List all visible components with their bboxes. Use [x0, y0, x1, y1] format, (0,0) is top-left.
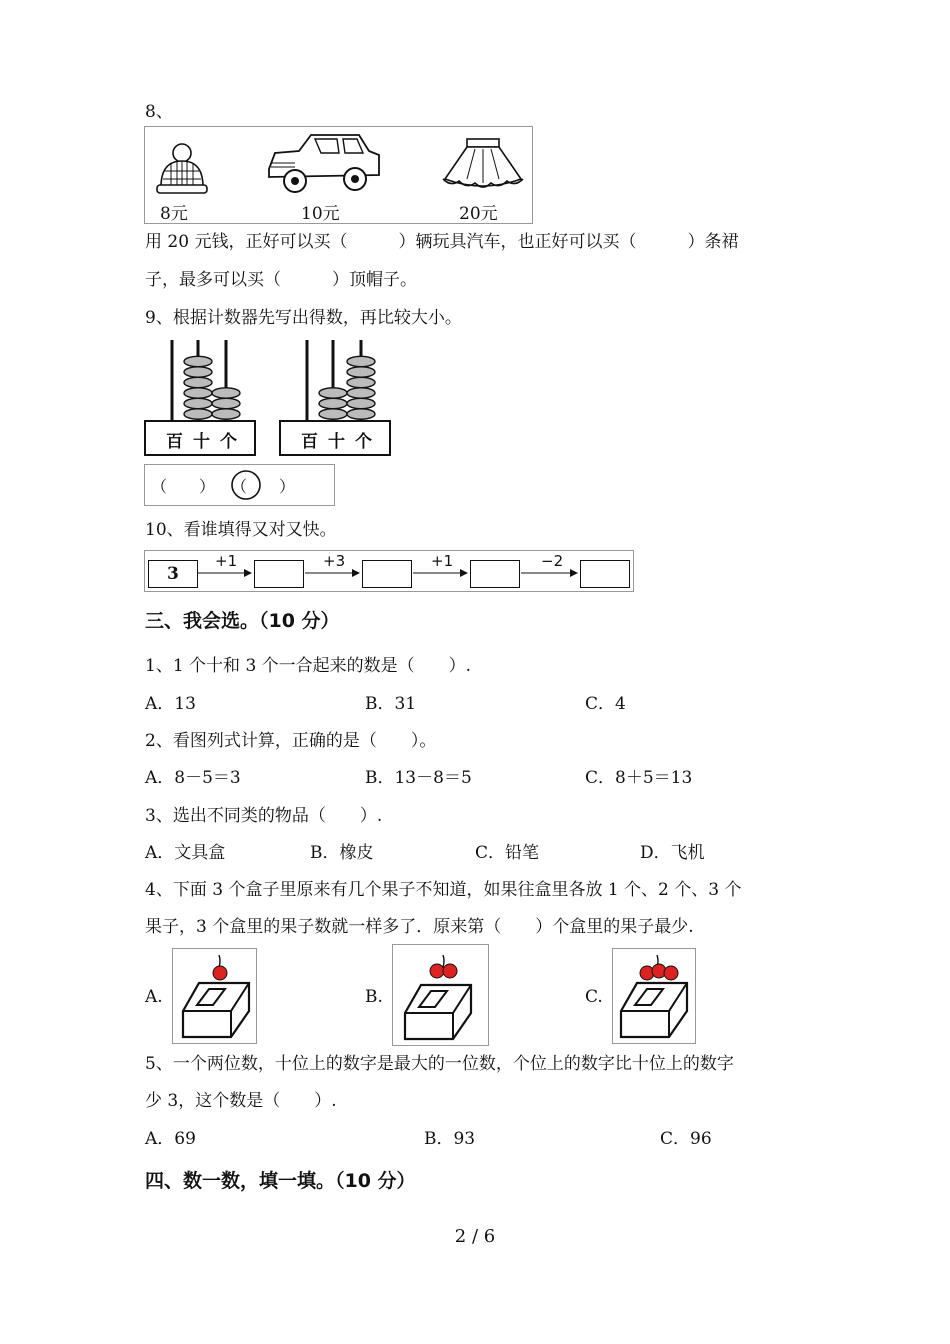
q10-text: 10、看谁填得又对又快。: [145, 520, 337, 540]
s3-q2-option-a[interactable]: A．8－5＝3: [145, 768, 241, 788]
skirt-icon: [437, 135, 529, 197]
abacus-2-label-ones: 个: [355, 432, 372, 452]
s3-q5-text-line1: 5、一个两位数，十位上的数字是最大的一位数，个位上的数字比十位上的数字: [145, 1054, 734, 1074]
chain-answer-box-3[interactable]: [470, 560, 520, 588]
fruit-box-b-icon: [393, 945, 488, 1045]
chain-op-2: +3: [323, 552, 346, 570]
s3-q4-option-a[interactable]: A.: [145, 987, 163, 1007]
hat-price: 8元: [160, 204, 188, 224]
s3-q2-option-c[interactable]: C．8＋5＝13: [585, 768, 693, 788]
q9-text: 9、根据计数器先写出得数，再比较大小。: [145, 308, 462, 328]
s3-q2-option-b[interactable]: B．13－8＝5: [365, 768, 472, 788]
abacus-2-base: [279, 420, 391, 456]
abacus-1-label-ones: 个: [220, 432, 237, 452]
chain-op-4: −2: [541, 552, 564, 570]
abacus-2-label-hundreds: 百: [301, 432, 318, 452]
s3-q4-text-line1: 4、下面 3 个盒子里原来有几个果子不知道，如果往盒里各放 1 个、2 个、3 个: [145, 880, 742, 900]
chain-answer-box-4[interactable]: [580, 560, 630, 588]
skirt-price: 20元: [459, 204, 498, 224]
s3-q4-option-b[interactable]: B.: [365, 987, 383, 1007]
abacus-1: [144, 338, 256, 456]
s3-q4-text-line2: 果子，3 个盒里的果子数就一样多了．原来第（ ）个盒里的果子最少.: [145, 917, 694, 937]
compare-circle-icon: [229, 469, 263, 501]
abacus-2: [279, 338, 391, 456]
chain-answer-box-1[interactable]: [254, 560, 304, 588]
s3-q5-option-c[interactable]: C．96: [660, 1129, 712, 1149]
abacus-2-label-tens: 十: [328, 432, 345, 452]
s3-q5-text-line2: 少 3，这个数是（ ）.: [145, 1091, 337, 1111]
q8-line1: 用 20 元钱，正好可以买（ ）辆玩具汽车，也正好可以买（ ）条裙: [145, 232, 739, 252]
s3-q3-option-c[interactable]: C．铅笔: [475, 843, 540, 863]
q10-chain: [144, 550, 634, 592]
fruit-box-c-icon: [613, 949, 695, 1043]
toy-car-icon: [263, 129, 385, 199]
abacus-2-rods: [279, 338, 391, 420]
s3-q2-text: 2、看图列式计算，正确的是（ ）。: [145, 731, 437, 751]
abacus-1-base: [144, 420, 256, 456]
chain-op-1: +1: [215, 552, 238, 570]
car-price: 10元: [301, 204, 340, 224]
s3-q3-option-b[interactable]: B．橡皮: [310, 843, 374, 863]
fruit-box-b: [392, 944, 489, 1046]
q8-number: 8、: [145, 102, 173, 122]
chain-start-value: 3: [167, 564, 179, 584]
q8-picture-frame: [144, 126, 533, 224]
abacus-1-rods: [144, 338, 256, 420]
s3-q3-text: 3、选出不同类的物品（ ）.: [145, 806, 383, 826]
s3-q3-option-a[interactable]: A．文具盒: [145, 843, 226, 863]
abacus-1-label-hundreds: 百: [166, 432, 183, 452]
s3-q1-option-a[interactable]: A．13: [145, 694, 196, 714]
abacus-1-label-tens: 十: [193, 432, 210, 452]
q9-compare-box: [144, 464, 335, 506]
chain-op-3: +1: [431, 552, 454, 570]
s3-q4-option-c[interactable]: C.: [585, 987, 603, 1007]
q8-line2: 子，最多可以买（ ）顶帽子。: [145, 270, 417, 290]
section4-title: 四、数一数，填一填。（10 分）: [145, 1170, 416, 1192]
section3-title: 三、我会选。（10 分）: [145, 610, 340, 632]
hat-icon: [151, 141, 213, 199]
fruit-box-a: [172, 948, 257, 1044]
s3-q1-option-c[interactable]: C．4: [585, 694, 626, 714]
fruit-box-c: [612, 948, 696, 1044]
page-number: 2 / 6: [454, 1226, 496, 1247]
s3-q5-option-a[interactable]: A．69: [145, 1129, 196, 1149]
s3-q5-option-b[interactable]: B．93: [424, 1129, 476, 1149]
fruit-box-a-icon: [173, 949, 256, 1043]
s3-q1-text: 1、1 个十和 3 个一合起来的数是（ ）.: [145, 656, 472, 676]
s3-q3-option-d[interactable]: D．飞机: [640, 843, 705, 863]
q9-compare-blanks: （ ） （ ）: [151, 477, 296, 496]
s3-q1-option-b[interactable]: B．31: [365, 694, 417, 714]
chain-answer-box-2[interactable]: [362, 560, 412, 588]
